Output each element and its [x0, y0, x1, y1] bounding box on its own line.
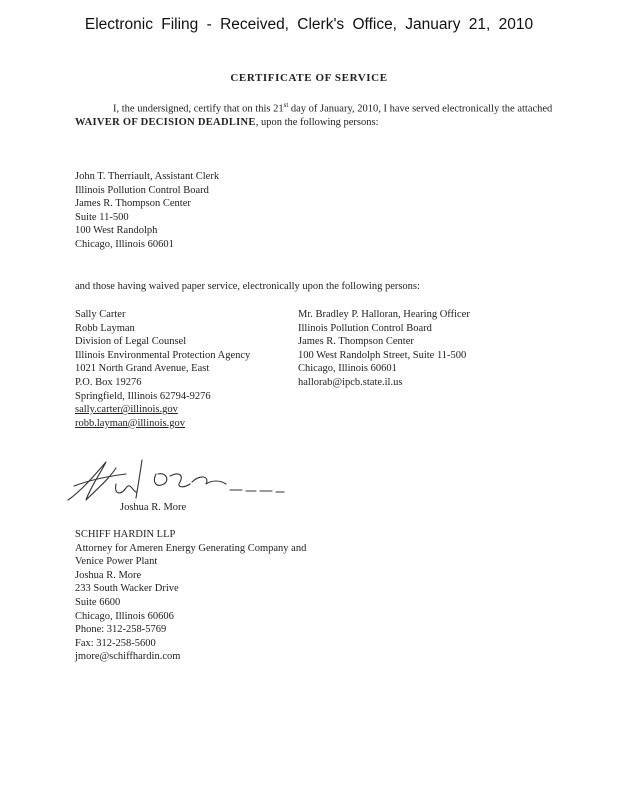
address-line: James R. Thompson Center — [75, 198, 191, 210]
para-post: , upon the following persons: — [255, 117, 379, 129]
person-line: 100 West Randolph Street, Suite 11-500 — [298, 349, 467, 361]
person-line: Sally Carter — [75, 309, 126, 320]
para-mid: day of January, 2010, I have served electronically the attached — [288, 103, 553, 115]
firm-line: Chicago, Illinois 60606 — [75, 610, 174, 622]
firm-line: SCHIFF HARDIN LLP — [75, 529, 176, 540]
email-line: hallorab@ipcb.state.il.us — [298, 376, 403, 388]
person-line: James R. Thompson Center — [298, 336, 414, 348]
signer-name: Joshua R. More — [120, 502, 187, 513]
email-link[interactable]: sally.carter@illinois.gov — [75, 404, 178, 416]
firm-line: Joshua R. More — [75, 569, 142, 581]
firm-signature-block — [75, 528, 306, 664]
firm-line: Attorney for Ameren Energy Generating Company and — [75, 542, 307, 554]
para-sup: st — [283, 101, 289, 109]
person-line: P.O. Box 19276 — [75, 376, 142, 388]
person-line: Chicago, Illinois 60601 — [298, 363, 397, 375]
firm-line: Venice Power Plant — [75, 556, 158, 568]
firm-email: jmore@schiffhardin.com — [75, 651, 181, 663]
recipient-address — [75, 170, 219, 252]
address-line: Suite 11-500 — [75, 211, 129, 223]
person-line: Mr. Bradley P. Halloran, Hearing Officer — [298, 309, 470, 320]
document-name: WAIVER OF DECISION DEADLINE — [75, 117, 256, 129]
certificate-title: CERTIFICATE OF SERVICE — [230, 72, 388, 84]
address-line: Chicago, Illinois 60601 — [75, 238, 174, 250]
person-line: 1021 North Grand Avenue, East — [75, 363, 210, 375]
waived-service-text: and those having waived paper service, electronically upon the following persons: — [75, 281, 420, 292]
para-pre: I, the undersigned, certify that on this 21 — [113, 103, 284, 115]
person-line: Springfield, Illinois 62794-9276 — [75, 390, 211, 402]
address-line: Illinois Pollution Control Board — [75, 184, 209, 196]
person-line: Illinois Pollution Control Board — [298, 322, 432, 334]
firm-line: Suite 6600 — [75, 596, 121, 608]
person-line: Division of Legal Counsel — [75, 336, 187, 348]
firm-line: 233 South Wacker Drive — [75, 583, 179, 595]
filing-banner: Electronic Filing - Received, Clerk's Office, January 21, 2010 — [84, 16, 534, 33]
email-link[interactable]: robb.layman@illinois.gov — [75, 417, 185, 429]
address-line: 100 West Randolph — [75, 225, 158, 237]
firm-line: Fax: 312-258-5600 — [75, 637, 156, 649]
service-list-left — [75, 308, 250, 430]
person-line: Robb Layman — [75, 322, 135, 334]
address-line: John T. Therriault, Assistant Clerk — [75, 171, 220, 182]
certification-paragraph — [75, 99, 553, 130]
service-list-right — [298, 308, 470, 390]
firm-line: Phone: 312-258-5769 — [75, 624, 167, 636]
person-line: Illinois Environmental Protection Agency — [75, 349, 251, 361]
